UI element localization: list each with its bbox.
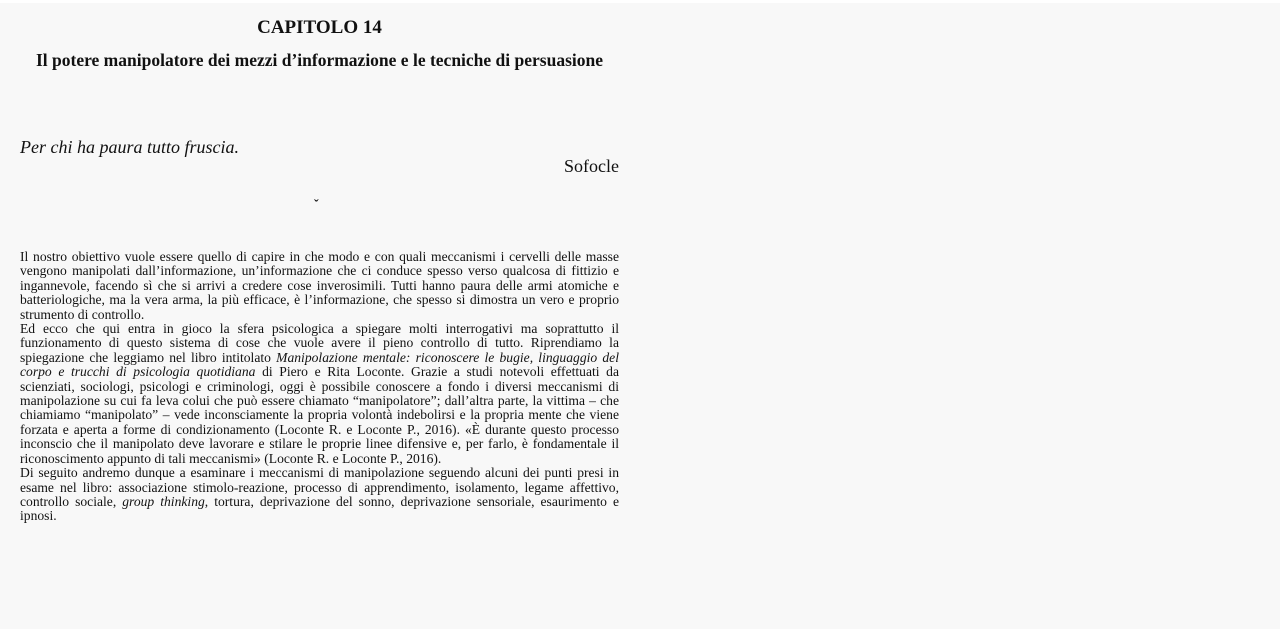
paragraph-2-text-b: di Piero e Rita Loconte. Grazie a studi notevoli effettuati da scienziati, sociologi, psicologi e criminologi, oggi è possibile conoscere a fondo i diversi meccanismi di manipolazione su cui fa leva colui che può essere chiamato “manipolatore”; dall’altra parte, la vittima – che chiamiamo “manipolato” – vede inconsciamente la propria volontà indebolirsi e la propria mente che viene forzata e aperta a forme di condizionamento (Loconte R. e Loconte P., 2016). «È durante questo processo inconscio che il manipolato deve lavorare e stilare le proprie linee difensive e, per farlo, è fondamentale il riconoscimento appunto di tali meccanismi» (Loconte R. e Loconte P., 2016). [20, 364, 619, 466]
paragraph-2 [20, 322, 619, 466]
chapter-title: Il potere manipolatore dei mezzi d’informazione e le tecniche di persuasione [35, 50, 604, 70]
paragraph-1: Il nostro obiettivo vuole essere quello di capire in che modo e con quali meccanismi i cervelli delle masse vengono manipolati dall’informazione, un’informazione che ci conduce spesso verso qualcosa di fittizio e ingannevole, facendo sì che si arrivi a credere cose inverosimili. Tutti hanno paura delle armi atomiche e batteriologiche, ma la vera arma, la più efficace, è l’informazione, che spesso si dimostra un vero e proprio strumento di controllo. [20, 249, 619, 322]
paragraph-2-text-a: Ed ecco che qui entra in gioco la sfera psicologica a spiegare molti interrogativi ma soprattutto il funzionamento di questo sistema di cose che vuole avere il pieno controllo di tutto. Riprendiamo la spiegazione che leggiamo nel libro intitolato [20, 321, 619, 365]
book-title: Manipolazione mentale: riconoscere le bugie, linguaggio del corpo e trucchi di psicologia quotidiana [20, 349, 619, 380]
paragraph-3-text-a: Di seguito andremo dunque a esaminare i meccanismi di manipolazione seguendo alcuni dei punti presi in esame nel libro: associazione stimolo-reazione, processo di apprendimento, isolamento, legame affettivo, controllo sociale, [20, 465, 619, 509]
separator-mark: ˇ [314, 198, 319, 213]
document-page [0, 3, 1280, 629]
body-text [20, 250, 619, 524]
paragraph-3 [20, 466, 619, 524]
chapter-number: CAPITOLO 14 [257, 17, 382, 38]
emphasis-term: group thinking [122, 493, 205, 509]
epigraph-author: Sofocle [564, 156, 619, 176]
epigraph-quote: Per chi ha paura tutto fruscia. [20, 137, 239, 157]
paragraph-3-text-b: , tortura, deprivazione del sonno, deprivazione sensoriale, esaurimento e ipnosi. [20, 493, 620, 524]
